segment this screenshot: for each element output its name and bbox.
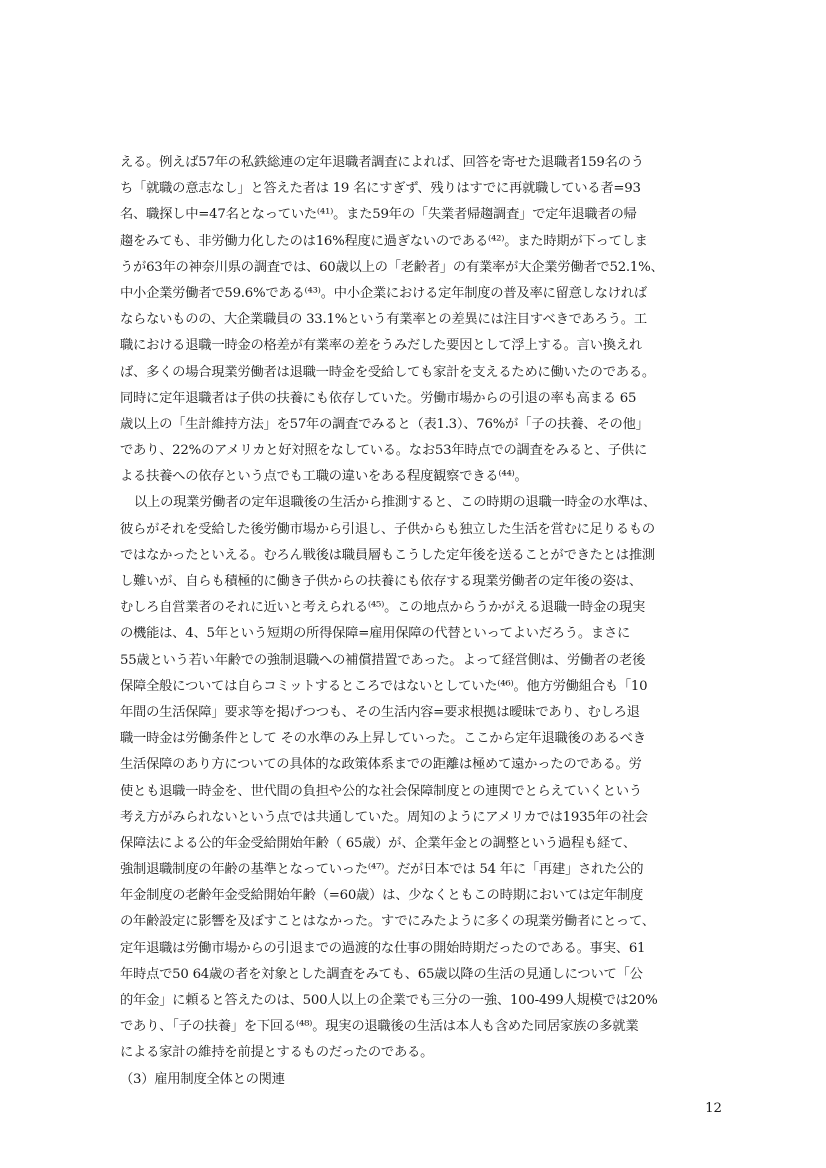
text-line: ば、多くの場合現業労働者は退職一時金を受給しても家計を支えるために働いたのである。 — [120, 364, 655, 380]
text-line: 考え方がみられないという点では共通していた。周知のようにアメリカでは1935年の社会 — [120, 809, 648, 825]
text-line: 同時に定年退職者は子供の扶養にも依存していた。労働市場からの引退の率も高まる 65 — [120, 390, 637, 406]
text-line: える。例えば57年の私鉄総連の定年退職者調査によれば、回答を寄せた退職者159名のう — [120, 155, 644, 170]
text-line: 保障法による公的年金受給開始年齢（ 65歳）が、企業年金との調整という過程も経て、 — [120, 835, 636, 851]
text-line: 職における退職一時金の格差が有業率の差をうみだした要因として浮上する。言い換えれ — [120, 338, 642, 354]
text-line: 強制退職制度の年齢の基準となっていった⁽⁴⁷⁾。だが日本では 54 年に「再建」された公的 — [120, 862, 644, 878]
text-line: 55歳という若い年齢での強制退職への補償措置であった。よって経営側は、労働者の老後 — [120, 652, 646, 668]
text-line: 彼らがそれを受給した後労働市場から引退し、子供からも独立した生活を営むに足りるもの — [120, 521, 655, 537]
text-line: 定年退職は労働市場からの引退までの過渡的な仕事の開始時期だったのである。事実、61 — [120, 940, 646, 956]
text-line: うが63年の神奈川県の調査では、60歳以上の「老齢者」の有業率が大企業労働者で52.1%、 — [120, 259, 664, 275]
text-line: 保障全般については自らコミットするところではないとしていた⁽⁴⁶⁾。他方労働組合も「10 — [120, 678, 648, 694]
text-line: ならないものの、大企業職員の 33.1%という有業率との差異には注目すべきであろう。工 — [120, 312, 647, 328]
body-text — [120, 150, 716, 1093]
text-line: であり、22%のアメリカと好対照をなしている。なお53年時点での調査をみると、子供に — [120, 443, 648, 459]
page-number: 12 — [705, 1101, 722, 1116]
section-heading: （3）雇用制度全体との関連 — [120, 1071, 285, 1087]
text-line: 趨をみても、非労働力化したのは16%程度に過ぎないのである⁽⁴²⁾。また時期が下ってしま — [120, 233, 648, 249]
text-line: の年齢設定に影響を及ぼすことはなかった。すでにみたように多くの現業労働者にとって、 — [120, 914, 655, 930]
text-line: の機能は、4、5年という短期の所得保障=雇用保障の代替といってよいだろう。まさに — [120, 626, 631, 642]
text-line: し難いが、自らも積極的に働き子供からの扶養にも依存する現業労働者の定年後の姿は、 — [120, 574, 642, 589]
text-line: 年時点で50 64歳の者を対象とした調査をみても、65歳以降の生活の見通しについて「公 — [120, 966, 643, 982]
text-line: 的年金」に頼ると答えたのは、500人以上の企業でも三分の一強、100-499人規模では20% — [120, 993, 658, 1008]
text-line: ではなかったといえる。むろん戦後は職員層もこうした定年後を送ることができたとは推測 — [120, 547, 655, 563]
text-line: むしろ自営業者のそれに近いと考えられる⁽⁴⁵⁾。この地点からうかがえる退職一時金の現実 — [120, 600, 646, 616]
text-line: であり、「子の扶養」を下回る⁽⁴⁸⁾。現実の退職後の生活は本人も含めた同居家族の多就業 — [120, 1019, 639, 1035]
text-line: 職一時金は労働条件として その水準のみ上昇していった。ここから定年退職後のあるべき — [120, 731, 646, 747]
text-line: 年金制度の老齢年金受給開始年齢（=60歳）は、少なくともこの時期においては定年制度 — [120, 888, 644, 904]
text-line: 歳以上の「生計維持方法」を57年の調査でみると（表1.3）、76%が「子の扶養、その他」 — [120, 416, 649, 432]
text-line: よる扶養への依存という点でも工職の違いをある程度観察できる⁽⁴⁴⁾。 — [120, 469, 528, 485]
text-line: による家計の維持を前提とするものだったのである。 — [120, 1045, 434, 1061]
text-line: 中小企業労働者で59.6%である⁽⁴³⁾。中小企業における定年制度の普及率に留意しなければ — [120, 285, 647, 301]
text-line: 年間の生活保障」要求等を掲げつつも、その生活内容=要求根拠は曖昧であり、むしろ退 — [120, 704, 640, 720]
text-line: 名、職探し中=47名となっていた⁽⁴¹⁾。また59年の「失業者帰趨調査」で定年退職者の帰 — [120, 207, 637, 223]
text-line: ち「就職の意志なし」と答えた者は 19 名にすぎず、残りはすでに再就職している者=93 — [120, 181, 641, 197]
text-line: 生活保障のあり方についての具体的な政策体系までの距離は極めて遠かったのである。労 — [120, 757, 642, 773]
text-line: 使とも退職一時金を、世代間の負担や公的な社会保障制度との連関でとらえていくという — [120, 783, 642, 799]
paragraph-start-line: 以上の現業労働者の定年退職後の生活から推測すると、この時期の退職一時金の水準は、 — [134, 495, 656, 511]
